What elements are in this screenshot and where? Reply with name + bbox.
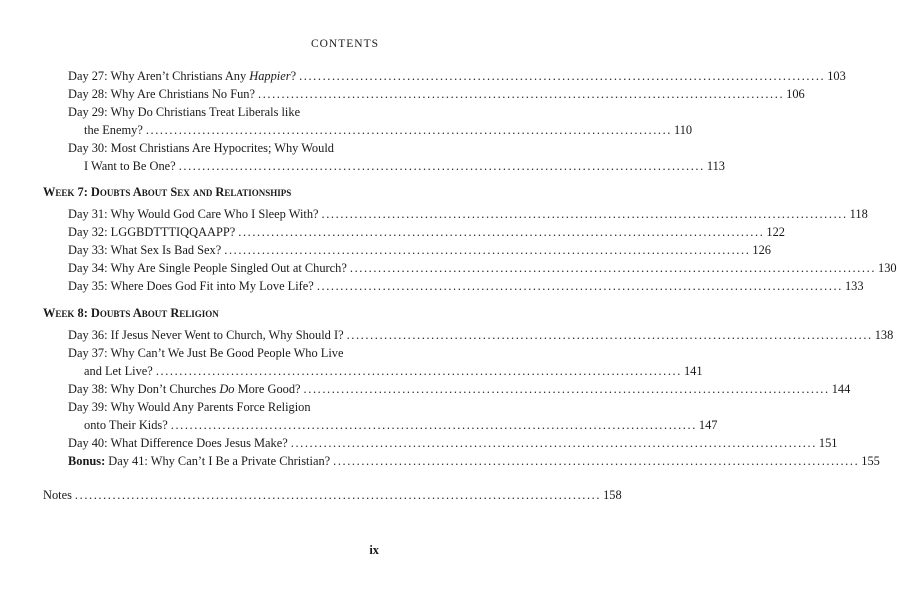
entry-title: Bonus: Day 41: Why Can’t I Be a Private Christian? (68, 454, 331, 468)
toc-entry-day-30-line1[interactable]: Day 30: Most Christians Are Hypocrites; Why Would (68, 141, 334, 155)
dot-leader: ................................................................................................................ (238, 225, 765, 239)
page-number: 130 (878, 261, 897, 275)
entry-title: and Let Live? (84, 364, 153, 378)
dot-leader: ................................................................................................................ (178, 159, 705, 173)
entry-title: Day 28: Why Are Christians No Fun? (68, 87, 255, 101)
entry-title: the Enemy? (84, 123, 143, 137)
page-number: 126 (752, 243, 771, 257)
page-number: 151 (818, 436, 838, 450)
entry-title: Day 27: Why Aren’t Christians Any Happier? (68, 69, 297, 83)
page-number: 122 (766, 225, 785, 239)
entry-title: I Want to Be One? (84, 159, 176, 173)
entry-title: onto Their Kids? (84, 418, 168, 432)
running-head: CONTENTS (310, 38, 379, 50)
dot-leader: ................................................................................................................ (316, 279, 843, 293)
dot-leader: ................................................................................................................ (258, 87, 785, 101)
page-number: 155 (861, 454, 880, 468)
page-folio: ix (369, 543, 379, 557)
toc-entry-day-39-line1[interactable]: Day 39: Why Would Any Parents Force Religion (68, 400, 311, 414)
dot-leader: ................................................................................................................ (290, 436, 817, 450)
week-7-heading: Week 7: Doubts About Sex and Relationships (43, 185, 292, 199)
entry-title: Notes (43, 488, 72, 502)
toc-entry-day-41-bonus[interactable] (0, 449, 880, 473)
toc-entry-notes[interactable] (0, 483, 622, 507)
dot-leader: ................................................................................................................ (346, 328, 873, 342)
toc-entry-day-30[interactable] (0, 154, 725, 178)
entry-title: Day 34: Why Are Single People Singled Out at Church? (68, 261, 347, 275)
entry-title: Day 32: LGGBDTTTIQQAAPP? (68, 225, 236, 239)
entry-title: Day 31: Why Would God Care Who I Sleep With? (68, 207, 319, 221)
page-number: 144 (831, 382, 851, 396)
entry-title: Day 35: Where Does God Fit into My Love Life? (68, 279, 314, 293)
entry-title: Day 40: What Difference Does Jesus Make? (68, 436, 288, 450)
entry-title: Day 38: Why Don’t Churches Do More Good? (68, 382, 301, 396)
toc-entry-day-29-line1[interactable]: Day 29: Why Do Christians Treat Liberals like (68, 105, 301, 119)
dot-leader: ................................................................................................................ (155, 364, 682, 378)
toc-entry-day-37-line1[interactable]: Day 37: Why Can’t We Just Be Good People Who Live (68, 346, 344, 360)
entry-title: Day 33: What Sex Is Bad Sex? (68, 243, 222, 257)
dot-leader: ................................................................................................................ (299, 69, 826, 83)
page-number: 110 (673, 123, 693, 137)
dot-leader: ................................................................................................................ (321, 207, 848, 221)
dot-leader: ................................................................................................................ (303, 382, 830, 396)
page-number: 141 (683, 364, 703, 378)
page-number: 147 (698, 418, 718, 432)
dot-leader: ................................................................................................................ (349, 261, 877, 275)
page-number: 106 (786, 87, 805, 101)
dot-leader: ................................................................................................................ (224, 243, 751, 257)
dot-leader: ................................................................................................................ (333, 454, 860, 468)
bonus-label: Bonus: (68, 454, 106, 468)
entry-title: Day 36: If Jesus Never Went to Church, Why Should I? (68, 328, 344, 342)
page-number: 158 (603, 488, 622, 502)
page-number: 133 (844, 279, 864, 293)
page-number: 138 (874, 328, 894, 342)
dot-leader: ................................................................................................................ (74, 488, 602, 502)
page-number: 113 (706, 159, 725, 173)
week-8-heading: Week 8: Doubts About Religion (43, 306, 219, 320)
dot-leader: ................................................................................................................ (170, 418, 697, 432)
dot-leader: ................................................................................................................ (145, 123, 672, 137)
page-number: 118 (849, 207, 868, 221)
toc-entry-day-35[interactable] (0, 274, 864, 298)
page-number: 103 (827, 69, 846, 83)
